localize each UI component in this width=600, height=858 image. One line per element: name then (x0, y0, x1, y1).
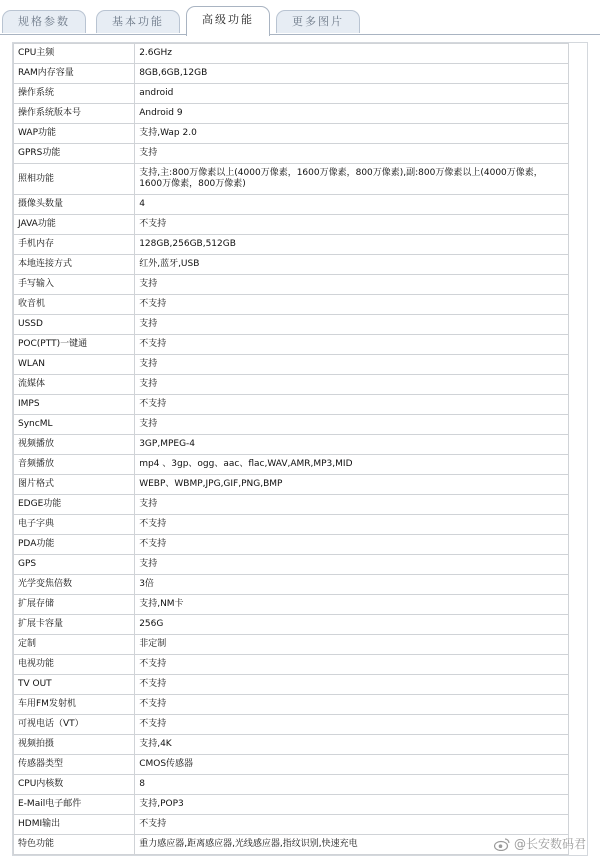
spec-row (14, 64, 569, 84)
spec-panel (12, 42, 588, 856)
spec-value: 不支持 (135, 535, 569, 555)
spec-row (14, 144, 569, 164)
spec-row (14, 395, 569, 415)
spec-row (14, 535, 569, 555)
spec-label: EDGE功能 (14, 495, 135, 515)
spec-row (14, 815, 569, 835)
spec-value: 重力感应器,距离感应器,光线感应器,指纹识别,快速充电 (135, 835, 569, 855)
spec-label: 操作系统 (14, 84, 135, 104)
spec-label: 扩展卡容量 (14, 615, 135, 635)
spec-value: 8 (135, 775, 569, 795)
spec-row (14, 335, 569, 355)
spec-label: PDA功能 (14, 535, 135, 555)
spec-label: HDMI输出 (14, 815, 135, 835)
spec-value: 支持,Wap 2.0 (135, 124, 569, 144)
spec-row (14, 295, 569, 315)
spec-label: 电子字典 (14, 515, 135, 535)
spec-value: 支持 (135, 375, 569, 395)
spec-row (14, 475, 569, 495)
spec-row (14, 615, 569, 635)
spec-label: JAVA功能 (14, 215, 135, 235)
tab-bar (0, 0, 600, 36)
spec-value: mp4 、3gp、ogg、aac、flac,WAV,AMR,MP3,MID (135, 455, 569, 475)
tab-more-images[interactable]: 更多图片 (276, 10, 360, 33)
spec-value: 3倍 (135, 575, 569, 595)
spec-value: 2.6GHz (135, 44, 569, 64)
spec-value: 不支持 (135, 215, 569, 235)
spec-row (14, 715, 569, 735)
spec-row (14, 495, 569, 515)
spec-label: 电视功能 (14, 655, 135, 675)
spec-row (14, 735, 569, 755)
spec-row (14, 655, 569, 675)
spec-label: 本地连接方式 (14, 255, 135, 275)
weibo-icon (494, 837, 510, 851)
spec-value: 支持 (135, 555, 569, 575)
spec-value: android (135, 84, 569, 104)
spec-row (14, 355, 569, 375)
spec-row (14, 415, 569, 435)
spec-row (14, 255, 569, 275)
tab-spec-params[interactable]: 规格参数 (2, 10, 86, 33)
spec-label: 手写输入 (14, 275, 135, 295)
spec-value: 支持 (135, 315, 569, 335)
spec-label: 图片格式 (14, 475, 135, 495)
spec-label: 视频播放 (14, 435, 135, 455)
spec-value: WEBP、WBMP,JPG,GIF,PNG,BMP (135, 475, 569, 495)
spec-label: 摄像头数量 (14, 195, 135, 215)
spec-value: 不支持 (135, 675, 569, 695)
spec-label: 传感器类型 (14, 755, 135, 775)
spec-value: 不支持 (135, 715, 569, 735)
spec-value: 支持 (135, 415, 569, 435)
spec-row (14, 44, 569, 64)
spec-label: 收音机 (14, 295, 135, 315)
spec-value: 支持,POP3 (135, 795, 569, 815)
spec-label: TV OUT (14, 675, 135, 695)
spec-value: 支持,NM卡 (135, 595, 569, 615)
spec-value: 不支持 (135, 655, 569, 675)
spec-label: GPRS功能 (14, 144, 135, 164)
spec-row (14, 595, 569, 615)
spec-label: RAM内存容量 (14, 64, 135, 84)
spec-value: 不支持 (135, 295, 569, 315)
spec-value: 128GB,256GB,512GB (135, 235, 569, 255)
spec-value: 支持 (135, 275, 569, 295)
spec-row (14, 455, 569, 475)
spec-row (14, 215, 569, 235)
spec-row (14, 635, 569, 655)
spec-label: E-Mail电子邮件 (14, 795, 135, 815)
spec-label: 流媒体 (14, 375, 135, 395)
spec-table (13, 43, 569, 855)
spec-row (14, 235, 569, 255)
spec-row (14, 315, 569, 335)
tab-basic-functions[interactable]: 基本功能 (96, 10, 180, 33)
spec-label: 音频播放 (14, 455, 135, 475)
spec-row (14, 575, 569, 595)
spec-value: 支持 (135, 355, 569, 375)
spec-label: 光学变焦倍数 (14, 575, 135, 595)
spec-label: IMPS (14, 395, 135, 415)
spec-row (14, 84, 569, 104)
spec-label: 照相功能 (14, 164, 135, 195)
spec-value: 支持 (135, 144, 569, 164)
spec-row (14, 755, 569, 775)
spec-value: Android 9 (135, 104, 569, 124)
spec-row (14, 675, 569, 695)
spec-row (14, 795, 569, 815)
spec-label: CPU主频 (14, 44, 135, 64)
spec-label: POC(PTT)一键通 (14, 335, 135, 355)
spec-value: 不支持 (135, 515, 569, 535)
spec-value: 256G (135, 615, 569, 635)
spec-label: 手机内存 (14, 235, 135, 255)
spec-value: 支持,主:800万像素以上(4000万像素，1600万像素，800万像素),副:800万像素以上(4000万像素，1600万像素，800万像素) (135, 164, 569, 195)
spec-value: 3GP,MPEG-4 (135, 435, 569, 455)
spec-value: 不支持 (135, 395, 569, 415)
spec-row (14, 775, 569, 795)
spec-label: SyncML (14, 415, 135, 435)
spec-label: CPU内核数 (14, 775, 135, 795)
spec-label: 定制 (14, 635, 135, 655)
spec-label: WLAN (14, 355, 135, 375)
spec-value: CMOS传感器 (135, 755, 569, 775)
watermark (494, 835, 586, 852)
spec-label: 视频拍摄 (14, 735, 135, 755)
tab-divider (0, 34, 600, 35)
spec-row (14, 104, 569, 124)
spec-value: 支持,4K (135, 735, 569, 755)
spec-value: 不支持 (135, 695, 569, 715)
spec-value: 不支持 (135, 335, 569, 355)
spec-label: 扩展存储 (14, 595, 135, 615)
spec-row (14, 435, 569, 455)
spec-row (14, 695, 569, 715)
spec-row (14, 375, 569, 395)
spec-label: 可视电话（VT） (14, 715, 135, 735)
watermark-text: @长安数码君 (513, 837, 586, 851)
spec-label: WAP功能 (14, 124, 135, 144)
spec-label: 特色功能 (14, 835, 135, 855)
spec-value: 支持 (135, 495, 569, 515)
spec-label: 车用FM发射机 (14, 695, 135, 715)
spec-value: 不支持 (135, 815, 569, 835)
spec-row (14, 124, 569, 144)
spec-row (14, 275, 569, 295)
spec-row (14, 164, 569, 195)
spec-label: USSD (14, 315, 135, 335)
spec-row (14, 555, 569, 575)
spec-value: 非定制 (135, 635, 569, 655)
spec-row (14, 515, 569, 535)
spec-row (14, 195, 569, 215)
spec-label: 操作系统版本号 (14, 104, 135, 124)
tab-advanced-functions[interactable]: 高级功能 (186, 6, 270, 36)
spec-row (14, 835, 569, 855)
spec-value: 8GB,6GB,12GB (135, 64, 569, 84)
spec-value: 红外,蓝牙,USB (135, 255, 569, 275)
spec-label: GPS (14, 555, 135, 575)
spec-value: 4 (135, 195, 569, 215)
